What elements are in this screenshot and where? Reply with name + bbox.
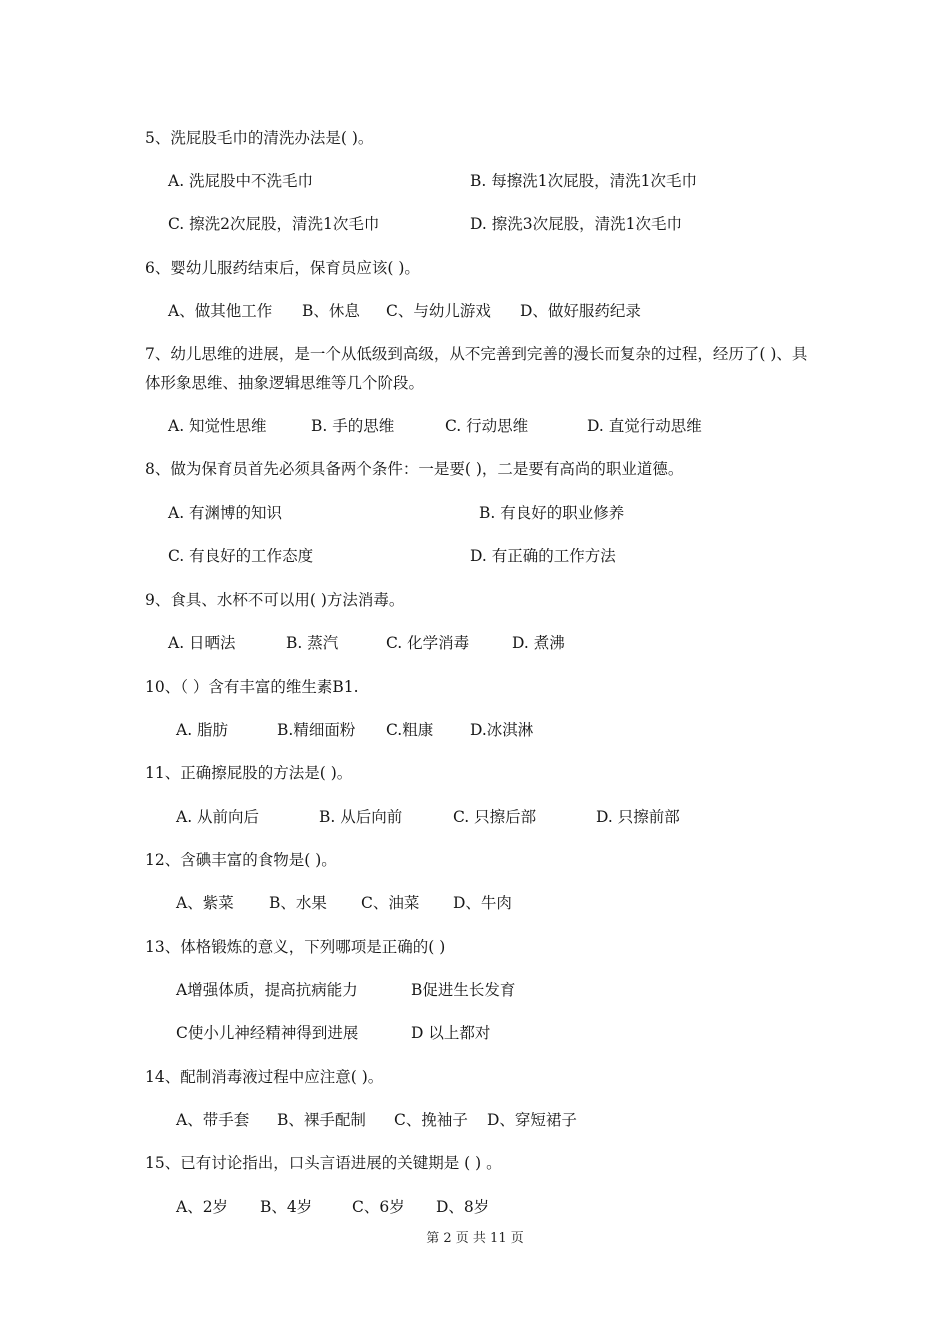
question-11-option-a: A. 从前向后 bbox=[176, 808, 260, 826]
question-11-option-d: D. 只擦前部 bbox=[596, 808, 680, 826]
question-7-stem: 7、幼儿思维的进展，是一个从低级到高级，从不完善到完善的漫长而复杂的过程，经历了( )、具体形象思维、抽象逻辑思维等几个阶段。 bbox=[145, 345, 808, 392]
question-15-stem: 15、已有讨论指出，口头言语进展的关键期是 ( ) 。 bbox=[145, 1154, 502, 1172]
question-7-option-b: B. 手的思维 bbox=[311, 417, 395, 435]
question-15-option-c: C、6岁 bbox=[352, 1198, 405, 1216]
question-12-option-a: A、紫菜 bbox=[176, 894, 234, 912]
question-13-option-b: B促进生长发育 bbox=[411, 981, 516, 999]
question-11-stem: 11、正确擦屁股的方法是( )。 bbox=[145, 764, 353, 782]
question-9-stem: 9、食具、水杯不可以用( )方法消毒。 bbox=[145, 591, 405, 609]
question-6-option-a: A、做其他工作 bbox=[168, 302, 273, 320]
question-11-option-c: C. 只擦后部 bbox=[453, 808, 537, 826]
question-8-option-a: A. 有渊博的知识 bbox=[168, 504, 283, 522]
question-6-option-d: D、做好服药纪录 bbox=[520, 302, 641, 320]
question-10-option-c: C.粗康 bbox=[386, 721, 434, 739]
question-14-option-a: A、带手套 bbox=[176, 1111, 250, 1129]
question-12-option-c: C、油菜 bbox=[361, 894, 420, 912]
question-7-option-d: D. 直觉行动思维 bbox=[587, 417, 702, 435]
question-12-stem: 12、含碘丰富的食物是( )。 bbox=[145, 851, 337, 869]
question-12-option-b: B、水果 bbox=[269, 894, 327, 912]
question-14-option-c: C、挽袖子 bbox=[394, 1111, 468, 1129]
question-11-option-b: B. 从后向前 bbox=[319, 808, 403, 826]
question-13-option-c: C使小儿神经精神得到进展 bbox=[176, 1024, 359, 1042]
question-5-option-d: D. 擦洗3次屁股，清洗1次毛巾 bbox=[470, 215, 682, 233]
question-7-option-a: A. 知觉性思维 bbox=[168, 417, 267, 435]
question-6-option-c: C、与幼儿游戏 bbox=[386, 302, 491, 320]
question-5-option-b: B. 每擦洗1次屁股，清洗1次毛巾 bbox=[470, 172, 697, 190]
question-12-option-d: D、牛肉 bbox=[453, 894, 512, 912]
question-9-option-b: B. 蒸汽 bbox=[286, 634, 339, 652]
question-8-option-b: B. 有良好的职业修养 bbox=[479, 504, 625, 522]
question-6-option-b: B、休息 bbox=[302, 302, 360, 320]
question-13-option-a: A增强体质，提高抗病能力 bbox=[176, 981, 358, 999]
question-15-option-b: B、4岁 bbox=[260, 1198, 313, 1216]
question-7-option-c: C. 行动思维 bbox=[445, 417, 529, 435]
question-10-option-d: D.冰淇淋 bbox=[470, 721, 534, 739]
question-9-option-d: D. 煮沸 bbox=[512, 634, 565, 652]
question-15-option-a: A、2岁 bbox=[176, 1198, 229, 1216]
question-8-option-c: C. 有良好的工作态度 bbox=[168, 547, 314, 565]
question-14-option-d: D、穿短裙子 bbox=[487, 1111, 577, 1129]
question-14-stem: 14、配制消毒液过程中应注意( )。 bbox=[145, 1068, 384, 1086]
question-13-stem: 13、体格锻炼的意义，下列哪项是正确的( ) bbox=[145, 938, 446, 956]
question-5-option-c: C. 擦洗2次屁股，清洗1次毛巾 bbox=[168, 215, 380, 233]
question-8-option-d: D. 有正确的工作方法 bbox=[470, 547, 616, 565]
question-15-option-d: D、8岁 bbox=[436, 1198, 490, 1216]
question-8-stem: 8、做为保育员首先必须具备两个条件：一是要( )，二是要有高尚的职业道德。 bbox=[145, 460, 684, 478]
question-5-stem: 5、洗屁股毛巾的清洗办法是( )。 bbox=[145, 129, 374, 147]
question-10-option-b: B.精细面粉 bbox=[277, 721, 356, 739]
question-6-stem: 6、婴幼儿服药结束后，保育员应该( )。 bbox=[145, 259, 420, 277]
question-5-option-a: A. 洗屁股中不洗毛巾 bbox=[168, 172, 314, 190]
question-13-option-d: D 以上都对 bbox=[411, 1024, 491, 1042]
question-9-option-a: A. 日晒法 bbox=[168, 634, 236, 652]
question-10-stem: 10、（ ）含有丰富的维生素B1. bbox=[145, 678, 359, 696]
question-9-option-c: C. 化学消毒 bbox=[386, 634, 470, 652]
question-10-option-a: A. 脂肪 bbox=[176, 721, 229, 739]
page-number: 第 2 页 共 11 页 bbox=[426, 1231, 524, 1246]
question-14-option-b: B、裸手配制 bbox=[277, 1111, 366, 1129]
